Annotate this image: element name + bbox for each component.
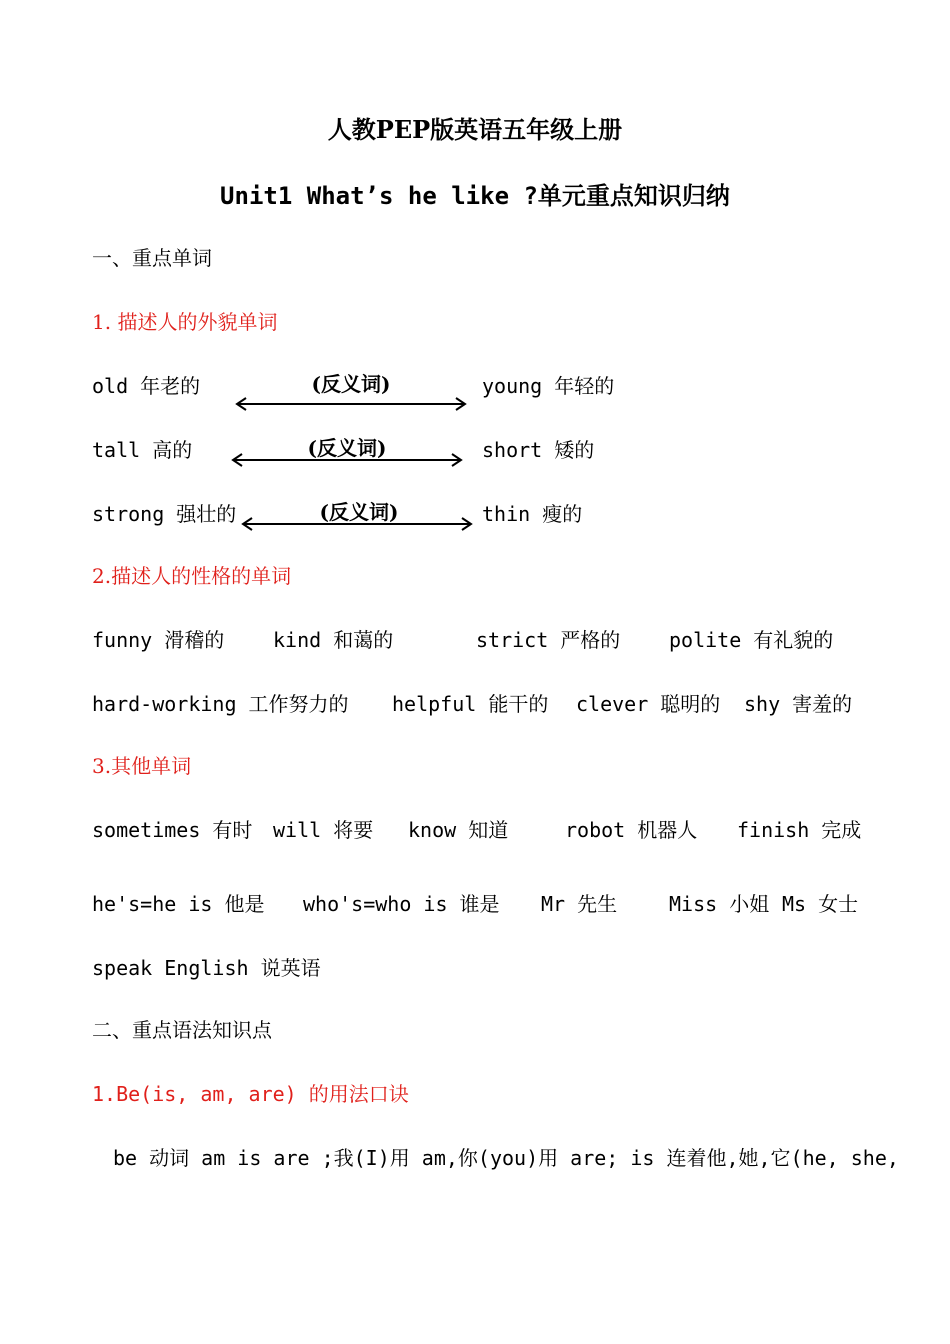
unit-title: Unit1 What’s he like ?单元重点知识归纳 (220, 182, 730, 210)
pair-left: tall 高的 (92, 438, 193, 462)
antonym-label: (反义词) (307, 436, 387, 460)
section-heading-grammar: 二、重点语法知识点 (92, 1018, 272, 1042)
subheading-other: 3.其他单词 (92, 754, 192, 778)
pair-left: strong 强壮的 (92, 502, 237, 526)
word-item: helpful 能干的 (392, 692, 549, 716)
word-item: sometimes 有时 (92, 818, 253, 842)
word-item: hard-working 工作努力的 (92, 692, 349, 716)
section-heading-words: 一、重点单词 (92, 246, 212, 270)
word-item: who's=who is 谁是 (303, 892, 500, 916)
double-arrow-icon (234, 397, 468, 411)
double-arrow-icon (240, 517, 474, 531)
antonym-label: (反义词) (319, 500, 399, 524)
pair-right: short 矮的 (482, 438, 595, 462)
word-item: robot 机器人 (565, 818, 698, 842)
word-item: know 知道 (408, 818, 509, 842)
antonym-label: (反义词) (311, 372, 391, 396)
word-item: speak English 说英语 (92, 956, 321, 980)
word-item: shy 害羞的 (744, 692, 853, 716)
word-item: Ms 女士 (782, 892, 859, 916)
grammar-text: be 动词 am is are ;我(I)用 am,你(you)用 are; is 连着他,她,它(he, she, (113, 1146, 899, 1170)
word-item: strict 严格的 (476, 628, 621, 652)
document-title: 人教PEP版英语五年级上册 (327, 115, 623, 144)
subheading-personality: 2.描述人的性格的单词 (92, 564, 292, 588)
word-item: funny 滑稽的 (92, 628, 225, 652)
word-item: finish 完成 (737, 818, 862, 842)
word-item: Mr 先生 (541, 892, 618, 916)
word-item: will 将要 (273, 818, 374, 842)
pair-right: young 年轻的 (482, 374, 615, 398)
pair-left: old 年老的 (92, 374, 201, 398)
word-item: polite 有礼貌的 (669, 628, 834, 652)
subheading-be-usage: 1.Be(is, am, are) 的用法口诀 (92, 1082, 409, 1106)
word-item: clever 聪明的 (576, 692, 721, 716)
pair-right: thin 瘦的 (482, 502, 583, 526)
word-item: he's=he is 他是 (92, 892, 265, 916)
word-item: Miss 小姐 (669, 892, 770, 916)
double-arrow-icon (230, 453, 464, 467)
word-item: kind 和蔼的 (273, 628, 394, 652)
subheading-appearance: 1. 描述人的外貌单词 (92, 310, 278, 334)
